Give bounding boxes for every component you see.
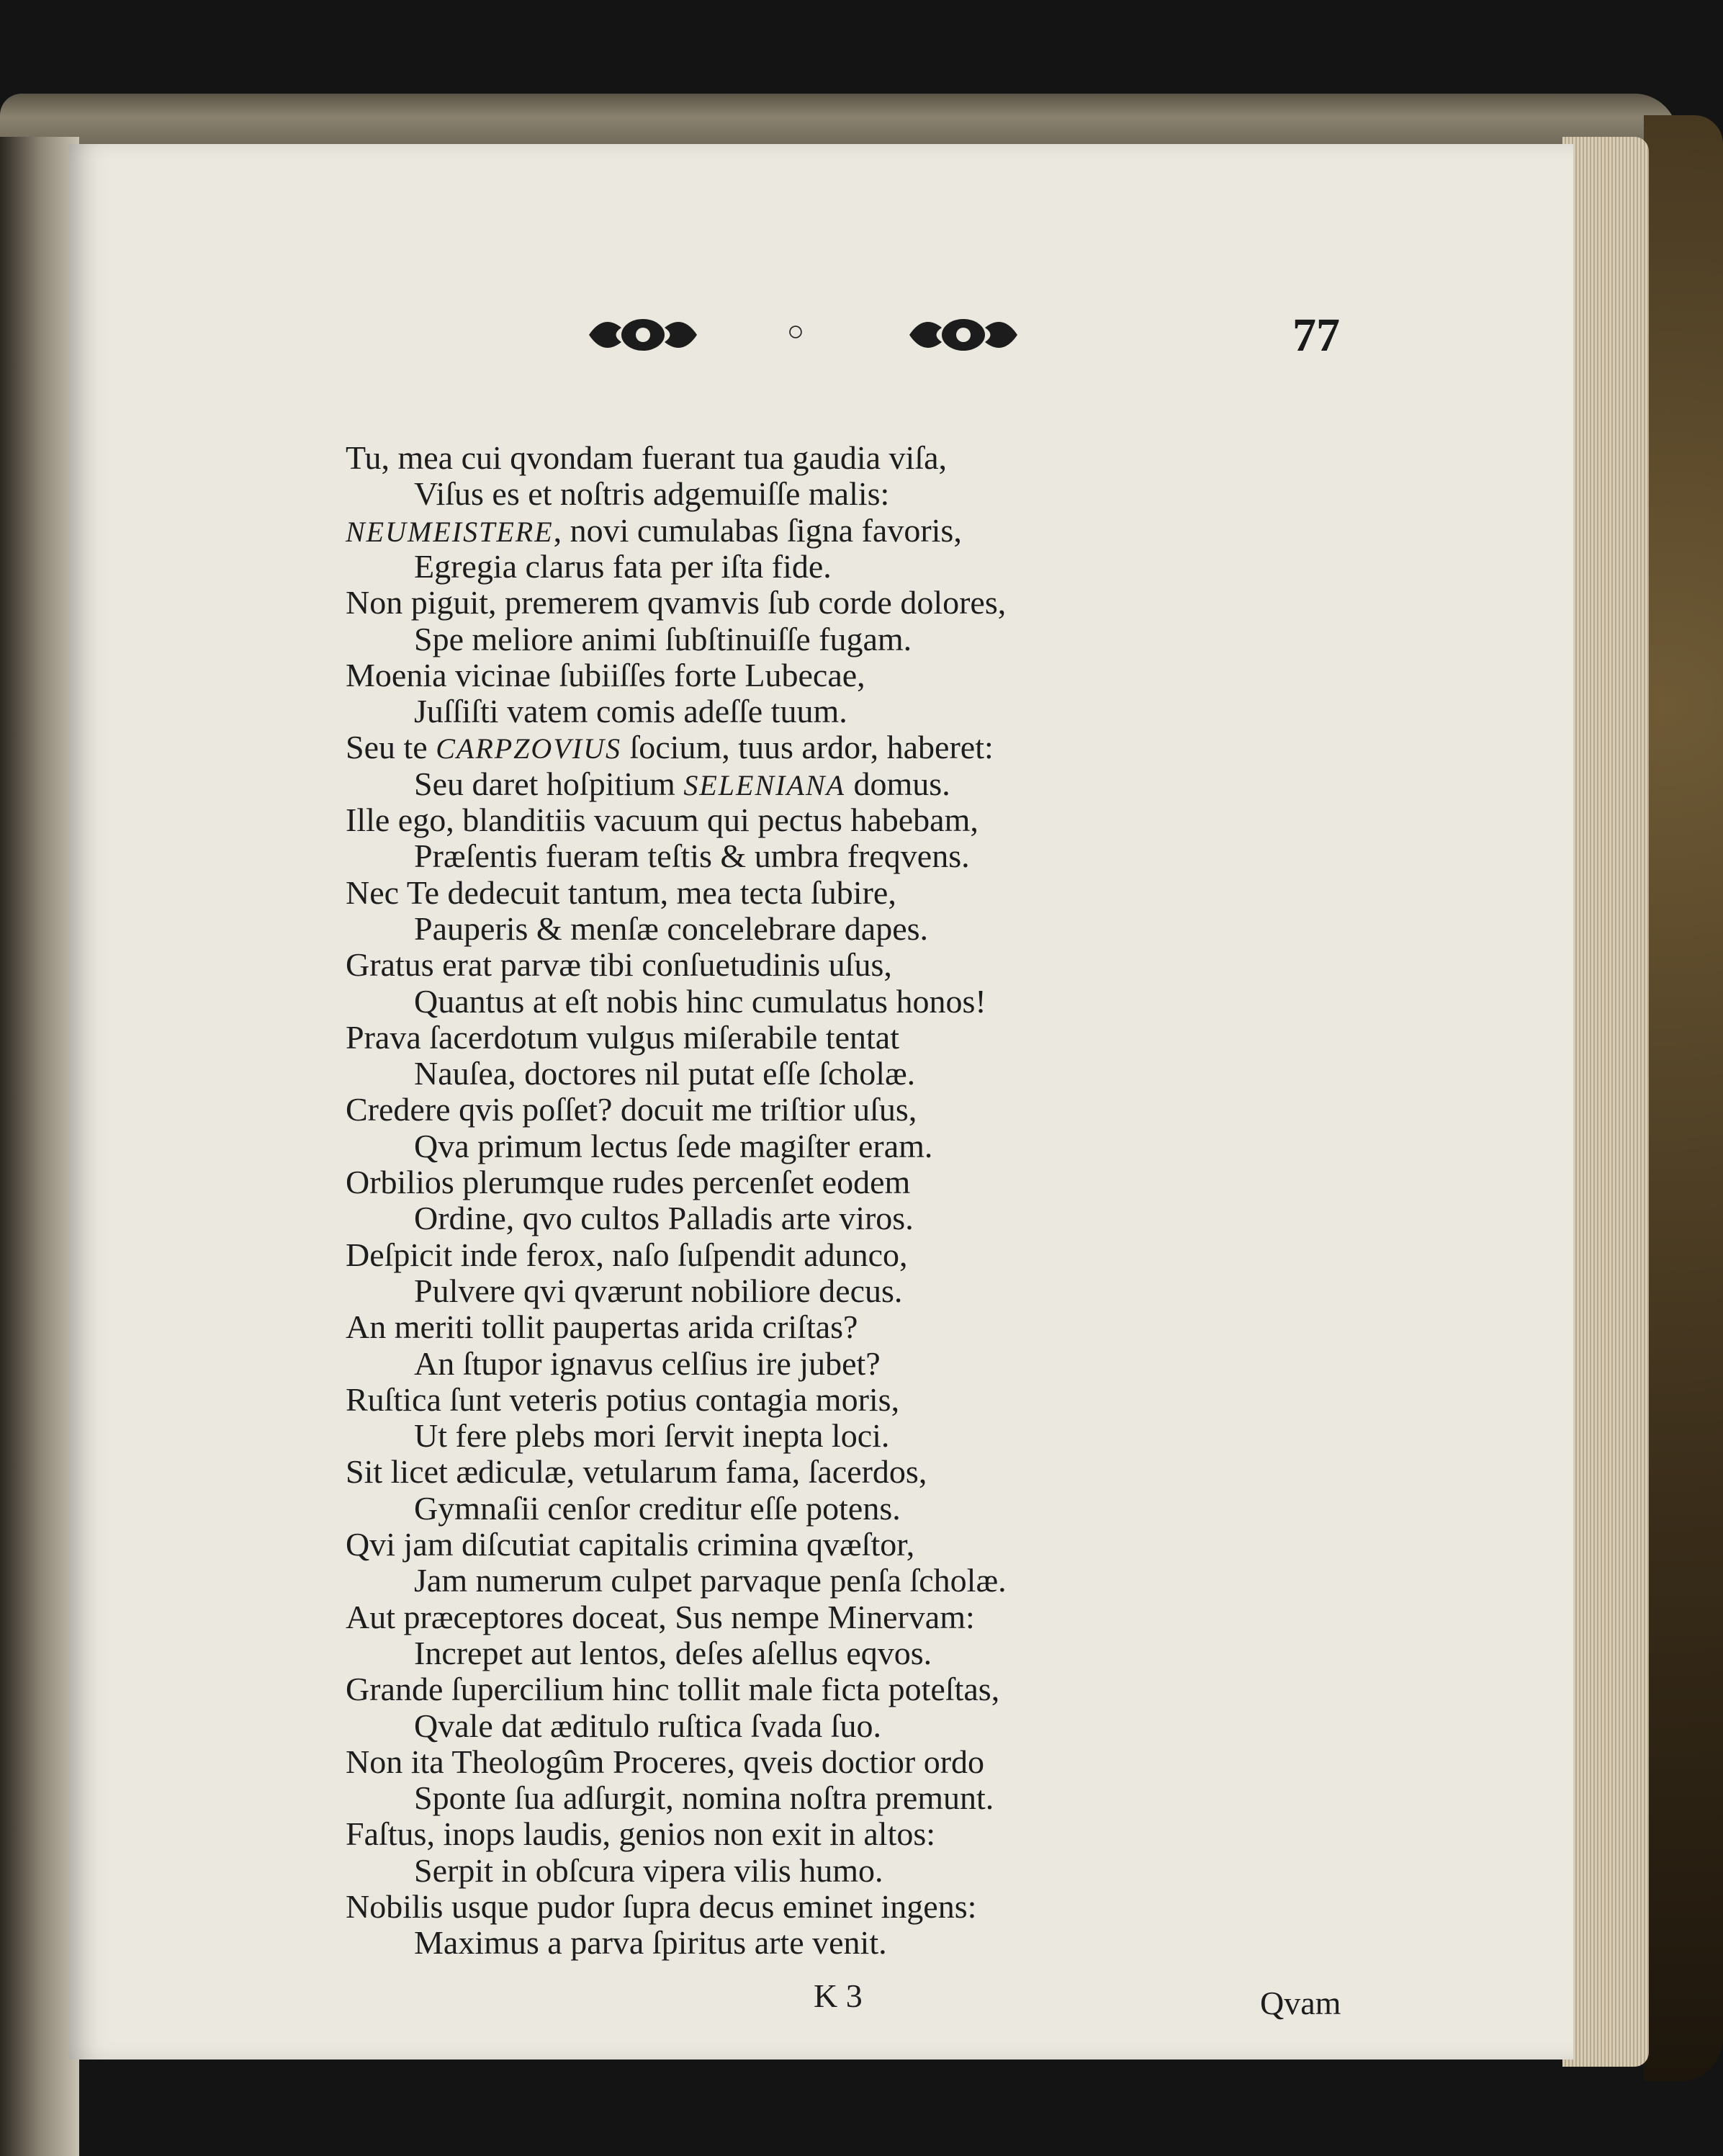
verse-line: Increpet aut lentos, deſes aſellus eqvos. — [414, 1634, 932, 1671]
verse-line: Ruſtica ſunt veteris potius contagia moris, — [346, 1380, 900, 1418]
verse-text: Seu te — [346, 729, 436, 766]
verse-line: Spe meliore animi ſubſtinuiſſe fugam. — [414, 620, 912, 657]
verse-line: Egregia clarus fata per iſta fide. — [414, 547, 832, 585]
verse-line: Qvale dat æditulo ruſtica ſvada ſuo. — [414, 1707, 881, 1744]
proper-name: NEUMEISTERE — [346, 515, 554, 548]
verse-line: Juſſiſti vatem comis adeſſe tuum. — [414, 693, 847, 730]
verse-line: Faſtus, inops laudis, genios non exit in altos: — [346, 1815, 936, 1853]
verse-line — [346, 729, 994, 768]
verse-line: Deſpicit inde ferox, naſo ſuſpendit adunco, — [346, 1236, 908, 1273]
headpiece-ornament-left — [589, 313, 697, 356]
verse-line: Serpit in obſcura vipera vilis humo. — [414, 1851, 883, 1889]
page-edges — [1562, 137, 1649, 2067]
verse-line: Jam numerum culpet parvaque penſa ſcholæ. — [414, 1562, 1007, 1599]
verse-line: Qvi jam diſcutiat capitalis crimina qvæſtor, — [346, 1526, 915, 1563]
verse-line: An ſtupor ignavus celſius ire jubet? — [414, 1344, 881, 1382]
verse-line: Qva primum lectus ſede magiſter eram. — [414, 1127, 933, 1164]
verse-line: Moenia vicinae ſubiiſſes forte Lubecae, — [346, 656, 865, 693]
verse-line: Nec Te dedecuit tantum, mea tecta ſubire, — [346, 873, 896, 911]
verse-text: ſocium, tuus ardor, haberet: — [621, 729, 994, 766]
book — [0, 94, 1723, 2156]
verse-line: Sponte ſua adſurgit, nomina noſtra premunt. — [414, 1779, 994, 1817]
verse-line — [346, 512, 962, 551]
spine-shadow — [0, 137, 79, 2156]
proper-name: CARPZOVIUS — [436, 732, 621, 765]
verse-line: Pulvere qvi qværunt nobiliore decus. — [414, 1272, 903, 1309]
page — [68, 144, 1573, 2060]
catchword: Qvam — [1260, 1985, 1341, 2021]
verse-line: Non piguit, premerem qvamvis ſub corde dolores, — [346, 584, 1007, 621]
verse-line: Nobilis usque pudor ſupra decus eminet ingens: — [346, 1888, 977, 1925]
headpiece-ornament-right — [909, 313, 1017, 356]
verse-line: Grande ſupercilium hinc tollit male ficta poteſtas, — [346, 1671, 1000, 1708]
verse-line: Gratus erat parvæ tibi conſuetudinis uſus, — [346, 946, 892, 984]
verse-line: Gymnaſii cenſor creditur eſſe potens. — [414, 1489, 901, 1527]
proper-name: SELENIANA — [683, 768, 846, 801]
book-cover-edge — [1644, 115, 1723, 2081]
verse-text: , novi cumulabas ſigna favoris, — [553, 511, 962, 549]
verse-line: Orbilios plerumque rudes percenſet eodem — [346, 1164, 911, 1200]
verse-line: Non ita Theologûm Proceres, qveis doctior ordo — [346, 1743, 985, 1780]
verse-line: Præſentis fueram teſtis & umbra freqvens. — [414, 837, 970, 875]
verse-text: Seu daret hoſpitium — [414, 765, 684, 802]
verse-line: Nauſea, doctores nil putat eſſe ſcholæ. — [414, 1055, 916, 1092]
center-mark: ○ — [786, 315, 805, 347]
verse-line: Quantus at eſt nobis hinc cumulatus honos! — [414, 982, 986, 1020]
verse-line: Ut fere plebs mori ſervit inepta loci. — [414, 1417, 890, 1455]
verse-line: Sit licet ædiculæ, vetularum fama, ſacerdos, — [346, 1453, 927, 1491]
verse-line: Maximus a parva ſpiritus arte venit. — [414, 1924, 887, 1962]
verse-line: Pauperis & menſæ concelebrare dapes. — [414, 909, 929, 947]
signature-mark: K 3 — [814, 1977, 863, 2014]
verse-line: Aut præceptores doceat, Sus nempe Minervam: — [346, 1598, 975, 1635]
verse-line: An meriti tollit paupertas arida criſtas? — [346, 1308, 858, 1346]
verse-line: Tu, mea cui qvondam fuerant tua gaudia viſa, — [346, 439, 948, 476]
book-top-edge — [0, 94, 1678, 151]
verse-line — [414, 765, 950, 804]
verse-text: domus. — [845, 765, 950, 802]
verse-line: Ordine, qvo cultos Palladis arte viros. — [414, 1200, 914, 1237]
verse-line: Credere qvis poſſet? docuit me triſtior uſus, — [346, 1091, 917, 1128]
verse-line: Prava ſacerdotum vulgus miſerabile tentat — [346, 1018, 899, 1056]
verse-line: Ille ego, blanditiis vacuum qui pectus habebam, — [346, 801, 979, 838]
verse-line: Viſus es et noſtris adgemuiſſe malis: — [414, 475, 890, 513]
page-number: 77 — [1292, 309, 1340, 361]
